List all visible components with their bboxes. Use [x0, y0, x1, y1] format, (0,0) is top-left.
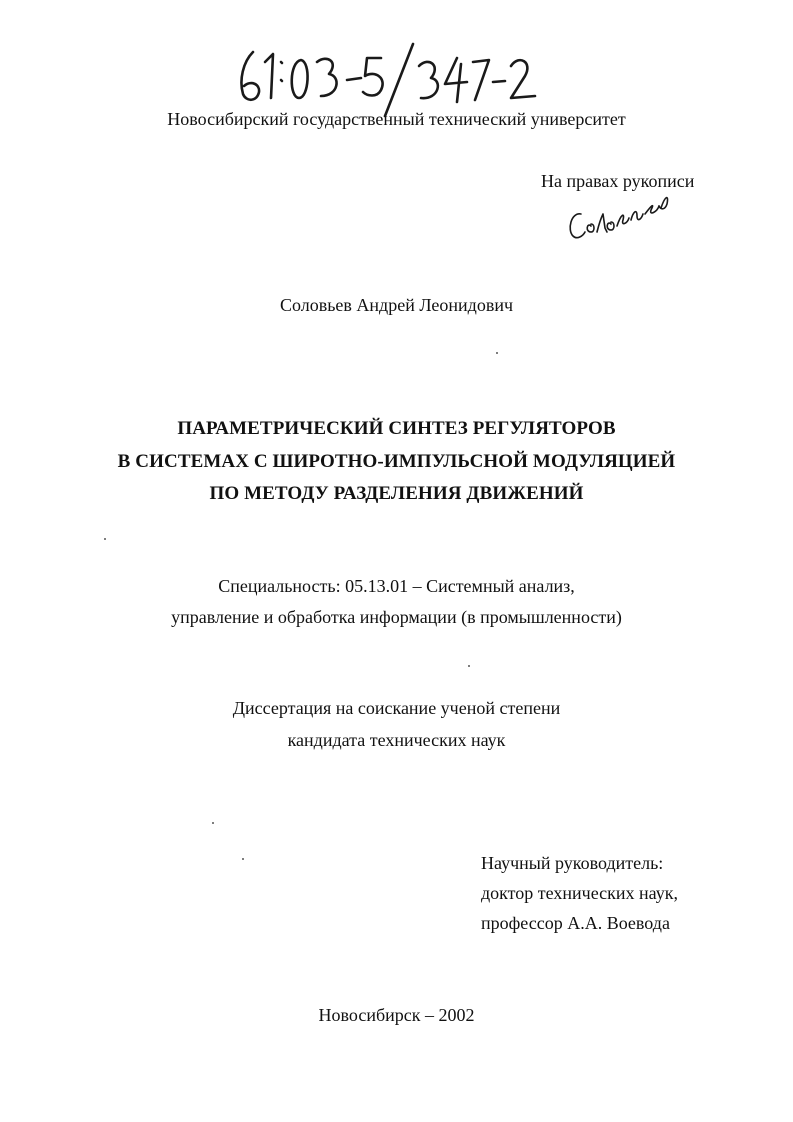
thesis-title-line-1: ПАРАМЕТРИЧЕСКИЙ СИНТЕЗ РЕГУЛЯТОРОВ — [177, 418, 616, 439]
author-name: Соловьев Андрей Леонидович — [279, 295, 514, 315]
supervisor-heading: Научный руководитель: — [481, 853, 664, 873]
scan-speck — [496, 352, 498, 354]
university-name: Новосибирский государственный технический университет — [167, 109, 626, 129]
dissertation-line-2: кандидата технических наук — [287, 730, 506, 750]
scan-speck — [212, 822, 214, 824]
supervisor-degree: доктор технических наук, — [481, 883, 678, 903]
specialty-line-1: Специальность: 05.13.01 – Системный анализ, — [218, 576, 575, 596]
place-and-year: Новосибирск – 2002 — [318, 1005, 475, 1025]
thesis-title-line-2: В СИСТЕМАХ С ШИРОТНО-ИМПУЛЬСНОЙ МОДУЛЯЦИЕЙ — [117, 451, 676, 472]
author-signature — [565, 188, 675, 248]
supervisor-name: профессор А.А. Воевода — [481, 913, 670, 933]
scan-speck — [104, 538, 106, 540]
manuscript-rights-note: На правах рукописи — [541, 171, 695, 191]
specialty-line-2: управление и обработка информации (в промышленности) — [171, 607, 622, 627]
dissertation-line-1: Диссертация на соискание ученой степени — [232, 698, 561, 718]
scan-speck — [468, 665, 470, 667]
thesis-title-line-3: ПО МЕТОДУ РАЗДЕЛЕНИЯ ДВИЖЕНИЙ — [209, 483, 584, 504]
scan-speck — [242, 858, 244, 860]
